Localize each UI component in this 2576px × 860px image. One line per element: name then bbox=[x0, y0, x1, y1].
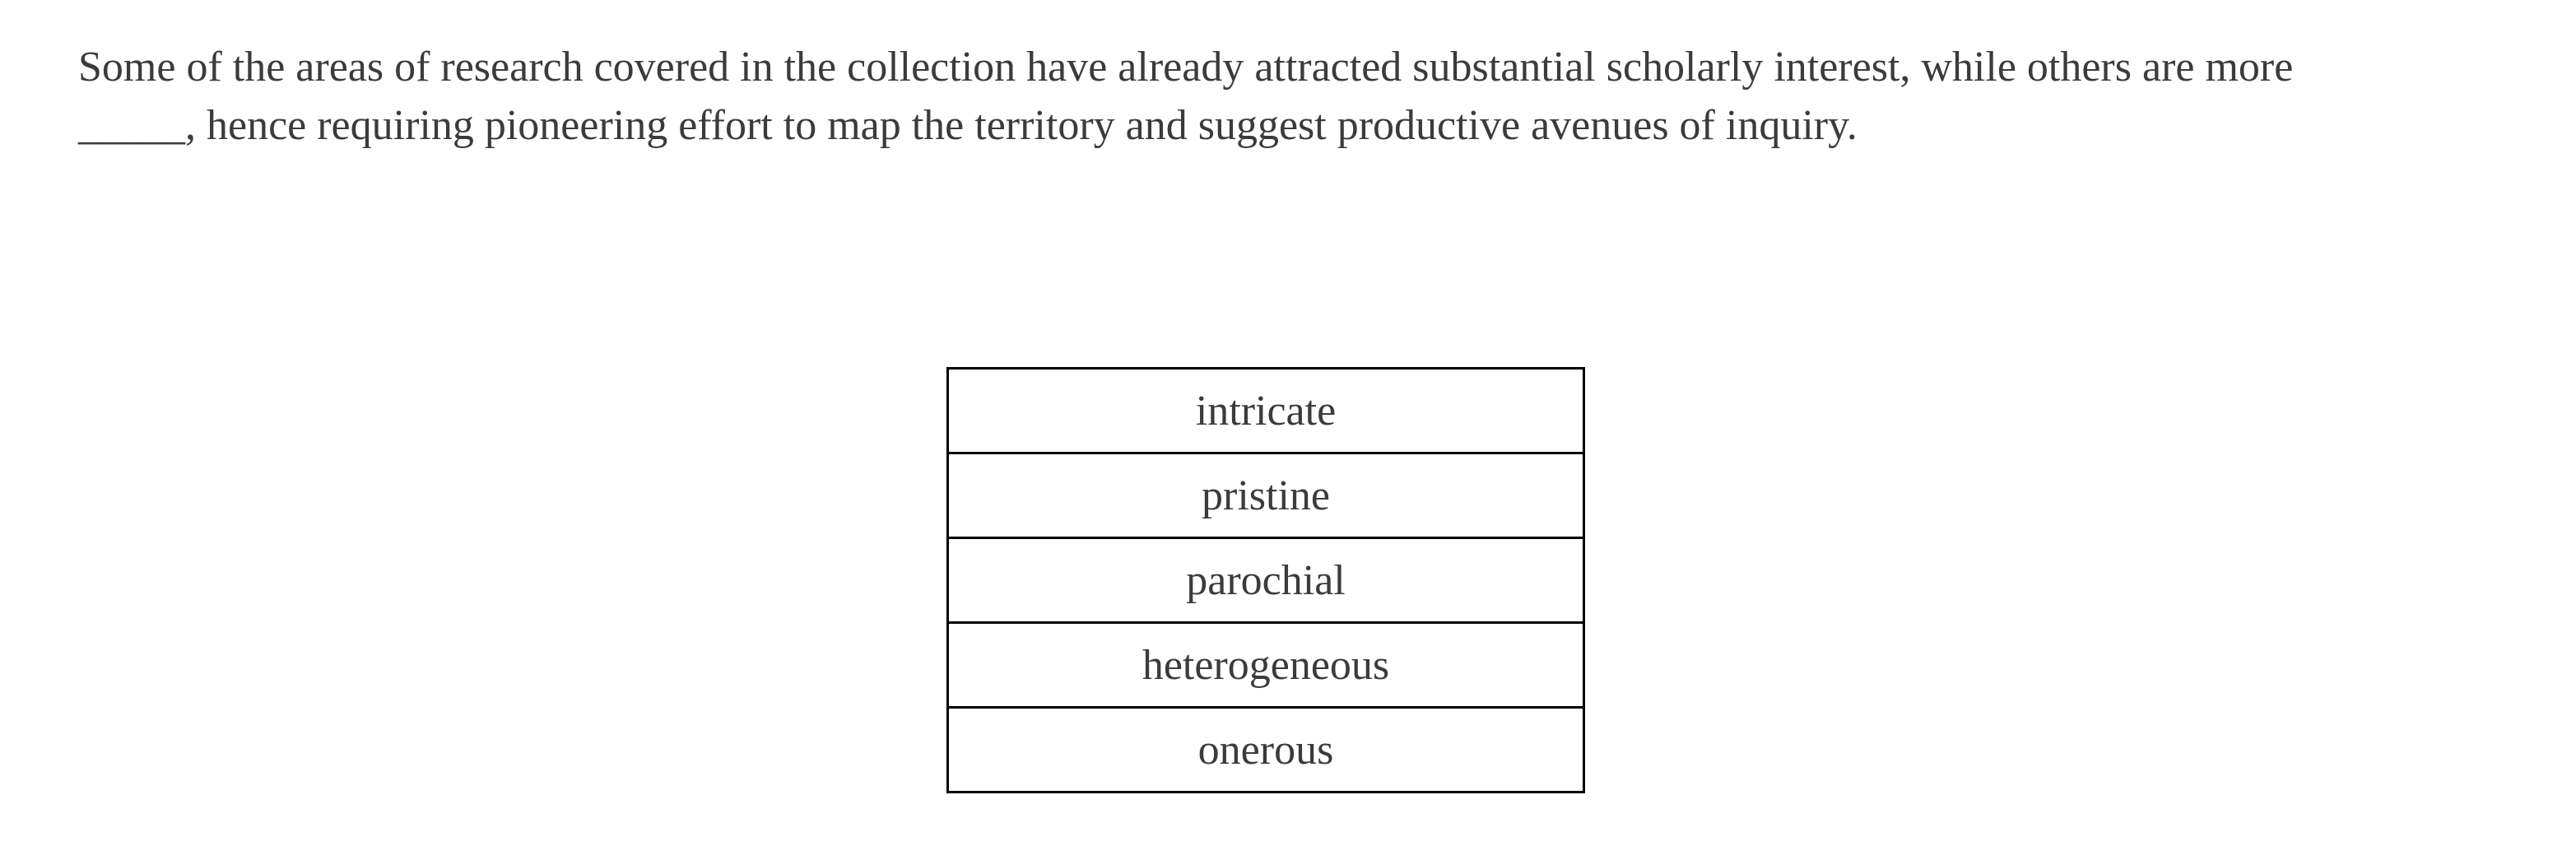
option-row[interactable]: onerous bbox=[1197, 726, 1334, 774]
option-row[interactable]: parochial bbox=[949, 539, 1583, 624]
question-line-2-with-blank: _____, hence requiring pioneering effort to map the territory and suggest productive avenues of inquiry. bbox=[78, 102, 1858, 149]
option-row[interactable]: heterogeneous bbox=[949, 624, 1583, 709]
option-row[interactable]: pristine bbox=[949, 454, 1583, 539]
question-line-1: Some of the areas of research covered in the collection have already attracted substantial scholarly interest, while others are more bbox=[78, 44, 2294, 91]
question-text bbox=[78, 38, 2293, 155]
answer-options-table bbox=[946, 367, 1585, 793]
option-row[interactable]: intricate bbox=[949, 370, 1583, 454]
